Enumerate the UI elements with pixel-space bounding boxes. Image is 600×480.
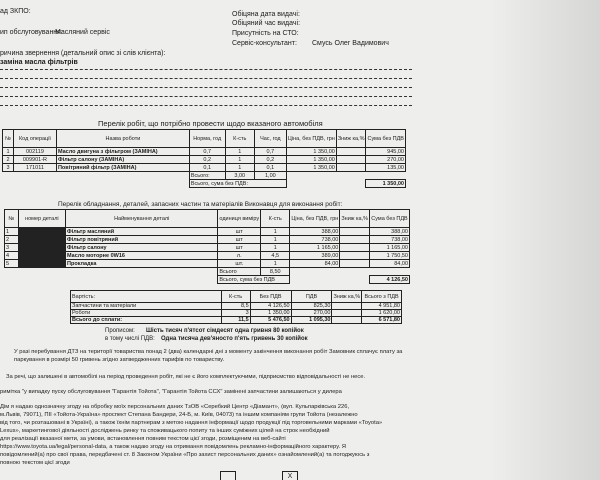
cell: шт.: [218, 260, 261, 268]
cell: 0,7: [254, 148, 286, 156]
works-col-price: Ціна, без ПДВ, грн: [286, 130, 336, 148]
parts-table: [4, 209, 410, 284]
summary-header-row: [71, 291, 402, 303]
cell: 002119: [13, 148, 56, 156]
consent-checkbox-empty[interactable]: [220, 471, 236, 480]
cell: 388,00: [370, 228, 410, 236]
header-service-type-value: Масляний сервіс: [55, 29, 110, 36]
table-row: [71, 303, 402, 310]
cell: 5 476,50: [250, 317, 291, 324]
privacy-line: повною текстом цієї згоди: [0, 460, 70, 466]
cell: [336, 148, 366, 156]
cell: 1: [261, 244, 290, 252]
cell: 2: [3, 156, 14, 164]
summary-col-vat: ПДВ: [291, 291, 332, 303]
cell: [340, 236, 370, 244]
cell: 171011: [13, 164, 56, 172]
cell: [336, 156, 366, 164]
cell: 0,1: [254, 164, 286, 172]
cell: 738,00: [370, 236, 410, 244]
cell: 270,00: [366, 156, 406, 164]
parts-col-num: №: [5, 210, 19, 228]
summary-col-discount: Зниж ка,%: [332, 291, 362, 303]
cell: 3: [221, 310, 250, 317]
cell: шт: [218, 228, 261, 236]
works-total-vat-label: Всього, сума без ПДВ:: [189, 180, 286, 188]
parts-header-row: [5, 210, 410, 228]
parts-col-qty: К-сть: [261, 210, 290, 228]
cell: [332, 310, 362, 317]
cell: 2: [5, 236, 19, 244]
cell: 1: [225, 156, 254, 164]
cell: 1 165,00: [290, 244, 340, 252]
privacy-line: Дім я надаю однозначну згоду на обробку моїх персональних даних ТзОВ «Серебкий Центр «Діамант», (вул. Кульпарківська 226,: [0, 404, 350, 410]
cell: Прокладка: [66, 260, 218, 268]
table-row: [5, 252, 410, 260]
cell: 388,00: [290, 228, 340, 236]
cell: 825,30: [291, 303, 332, 310]
cell: 1: [261, 228, 290, 236]
privacy-line: від того, чи розташовані в Україні), а також їхнім партнерам з метою надання інформації щодо продукції під торговельними марками «Toyota»: [0, 420, 383, 426]
privacy-line: повідомлений(а) про свої права, передбачені ст. 8 Законом України «Про захист персональних даних» ознайомлений(а) та погоджуюсь з: [0, 452, 370, 458]
parts-total-row: [5, 268, 410, 276]
reason-line: [0, 105, 412, 106]
cell: 009901-R: [13, 156, 56, 164]
reason-line: [0, 69, 412, 70]
cell: 5: [5, 260, 19, 268]
summary-col-label: Вартість:: [71, 291, 222, 303]
summary-total-row: [71, 317, 402, 324]
summary-vat-words-value: Одна тисяча дев'яносто п'ять гривень 30 копійок: [161, 336, 308, 342]
cell: 0,1: [189, 164, 225, 172]
cell: 6 571,80: [362, 317, 402, 324]
works-col-code: Код операції: [13, 130, 56, 148]
cell: 1 350,00: [286, 156, 336, 164]
cell: 1: [225, 164, 254, 172]
parts-col-partno: номер деталі: [18, 210, 65, 228]
works-total-label: Всього:: [189, 172, 225, 180]
works-title: Перелік робіт, що потрібно провести щодо вказаного автомобіля: [98, 119, 323, 128]
privacy-line: Lexus», маркетингової діяльності досліджень ринку та споживацького попиту та інших суміжних цілей на строк необхідний: [0, 428, 330, 434]
table-row: [3, 156, 406, 164]
cell: л.: [218, 252, 261, 260]
works-total-hours: 1,00: [254, 172, 286, 180]
cell: 1: [5, 228, 19, 236]
reason-line: [0, 78, 412, 79]
header-promised-date-label: Обіцяна дата видачі:: [232, 11, 300, 18]
table-row: [5, 244, 410, 252]
table-row: [5, 260, 410, 268]
cell: [332, 303, 362, 310]
cell: 0,7: [189, 148, 225, 156]
cell: Фільтр масляний: [66, 228, 218, 236]
cell: 4,5: [261, 252, 290, 260]
cell: 3: [5, 244, 19, 252]
summary-col-qty: К-сть: [221, 291, 250, 303]
parts-total-vat-row: [5, 276, 410, 284]
cell: 945,00: [366, 148, 406, 156]
redacted-cell: [18, 260, 65, 268]
parts-col-price: Ціна, без ПДВ, грн: [290, 210, 340, 228]
cell: 11,5: [221, 317, 250, 324]
parts-keep-note: римітка "у випадку пуску обслуговування "Гарантія Тойота", "Гарантія Тойота ССХ" замінені запчастини залишаються у дилера: [0, 389, 342, 395]
table-row: [5, 228, 410, 236]
parts-title: Перелік обладнання, деталей, запасних частин та матеріалів Виконавця для виконання робіт:: [58, 201, 343, 208]
cell: 4: [5, 252, 19, 260]
privacy-line: м.Львів, 79071), ПІІ «Тойота-Україна» проспект Степана Бандери, 24-Б, м. Київ, 04073) та іншим компаніям групи Тойота (незалежно: [0, 412, 358, 418]
summary-words-value: Шість тисяч п'ятсот сімдесят одна гривня 80 копійок: [146, 328, 304, 334]
cell: 389,00: [290, 252, 340, 260]
header-consultant-value: Смусь Олег Вадимович: [312, 40, 389, 47]
summary-col-gross: Всього з ПДВ: [362, 291, 402, 303]
cell: 1 350,00: [286, 164, 336, 172]
cell: 1 750,50: [370, 252, 410, 260]
cell: 270,00: [291, 310, 332, 317]
cell: 0,2: [189, 156, 225, 164]
cell: 1: [261, 260, 290, 268]
parts-total-qty: 8,50: [261, 268, 290, 276]
cell: 1: [261, 236, 290, 244]
cell: [340, 228, 370, 236]
storage-note: У разі перебування ДТЗ на території товариства понад 2 (два) календарні дні з моменту закінчення виконання робіт Замовник сплачує плату за паркування в розмірі 50 гривень згідно затвердженних тарифів по товариству.: [14, 349, 403, 363]
summary-vat-words-label: в тому числі ПДВ:: [105, 336, 155, 342]
privacy-line: для реалізації вказаної мети, за умови, встановлення повним текстом цієї згоди, розміщеним на веб-сайті: [0, 436, 286, 442]
summary-table: [70, 290, 402, 324]
reason-line: [0, 96, 412, 97]
table-row: [71, 310, 402, 317]
cell: 1 095,30: [291, 317, 332, 324]
cell: Фільтр салону: [66, 244, 218, 252]
parts-col-name: Найменування деталі: [66, 210, 218, 228]
works-col-num: №: [3, 130, 14, 148]
table-row: [5, 236, 410, 244]
cell: 1 350,00: [250, 310, 291, 317]
works-col-sum: Сума без ПДВ: [366, 130, 406, 148]
liability-note: За речі, що залишені в автомобілі на період проведення робіт, які не є його комплектуючими, підприємство відповідальності не несе.: [6, 374, 366, 380]
cell: [340, 244, 370, 252]
cell: 84,00: [290, 260, 340, 268]
cell: Масло двигуна з фільтром (ЗАМІНА): [56, 148, 189, 156]
works-total-norm: 3,00: [225, 172, 254, 180]
cell: 84,00: [370, 260, 410, 268]
header-service-type-label: ип обслуговування:: [0, 29, 63, 36]
parts-total-vat-label: Всього, сума без ПДВ: [218, 276, 290, 284]
cell: Роботи: [71, 310, 222, 317]
reason-line: [0, 87, 412, 88]
works-col-hours: Час, год: [254, 130, 286, 148]
works-col-discount: Зниж ка,%: [336, 130, 366, 148]
header-promised-time-label: Обіцяний час видачі:: [232, 20, 301, 27]
redacted-cell: [18, 236, 65, 244]
redacted-cell: [18, 252, 65, 260]
redacted-cell: [18, 244, 65, 252]
cell: 1 350,00: [286, 148, 336, 156]
summary-words-label: Прописом:: [105, 328, 135, 334]
cell: Запчастини та матеріали: [71, 303, 222, 310]
works-col-name: Назва роботи: [56, 130, 189, 148]
cell: шт: [218, 236, 261, 244]
works-col-norm: Норма, год: [189, 130, 225, 148]
cell: 1 165,00: [370, 244, 410, 252]
parts-col-discount: Зниж ка,%: [340, 210, 370, 228]
cell: 1 620,00: [362, 310, 402, 317]
table-row: [3, 164, 406, 172]
parts-total-label: Всього: [218, 268, 261, 276]
cell: Фільтр повітряний: [66, 236, 218, 244]
works-table: [2, 129, 406, 188]
cell: 1: [3, 148, 14, 156]
reason-label: ричина звернення (детальний опис зі слів клієнта):: [0, 50, 166, 57]
works-total-vat-value: 1 350,00: [366, 180, 406, 188]
works-col-qty: К-сть: [225, 130, 254, 148]
checkbox-mark: X: [287, 473, 293, 480]
cell: Повітряний фільтр (ЗАМІНА): [56, 164, 189, 172]
works-header-row: [3, 130, 406, 148]
privacy-line: https://www.toyota.ua/legal/personal-data, а також надаю згоду на отримання повідомлень рекламно-інформаційного характеру. Я: [0, 444, 346, 450]
parts-total-vat-value: 4 126,50: [370, 276, 410, 284]
cell: шт: [218, 244, 261, 252]
cell: 8,5: [221, 303, 250, 310]
parts-col-sum: Сума без ПДВ: [370, 210, 410, 228]
parts-col-unit: одиниця виміру: [218, 210, 261, 228]
header-edrpou-label: ад ЗКПО:: [0, 8, 31, 15]
cell: 135,00: [366, 164, 406, 172]
cell: [340, 260, 370, 268]
cell: 4 951,80: [362, 303, 402, 310]
cell: 1: [225, 148, 254, 156]
cell: 0,2: [254, 156, 286, 164]
table-row: [3, 148, 406, 156]
header-presence-label: Присутність на СТО:: [232, 30, 299, 37]
cell: Фільтр салону (ЗАМІНА): [56, 156, 189, 164]
cell: [336, 164, 366, 172]
redacted-cell: [18, 228, 65, 236]
works-total-vat-row: [3, 180, 406, 188]
photo-shadow: [490, 0, 600, 480]
cell: Масло моторне 0W16: [66, 252, 218, 260]
works-total-row: [3, 172, 406, 180]
header-consultant-label: Сервіс-консультант:: [232, 40, 297, 47]
cell: 4 126,50: [250, 303, 291, 310]
cell: [332, 317, 362, 324]
cell: [340, 252, 370, 260]
consent-checkbox-checked[interactable]: [282, 471, 298, 480]
cell: 3: [3, 164, 14, 172]
cell: 738,00: [290, 236, 340, 244]
summary-col-net: Без ПДВ: [250, 291, 291, 303]
reason-value: заміна масла фільтрів: [0, 59, 78, 66]
cell: Всього до сплати:: [71, 317, 222, 324]
